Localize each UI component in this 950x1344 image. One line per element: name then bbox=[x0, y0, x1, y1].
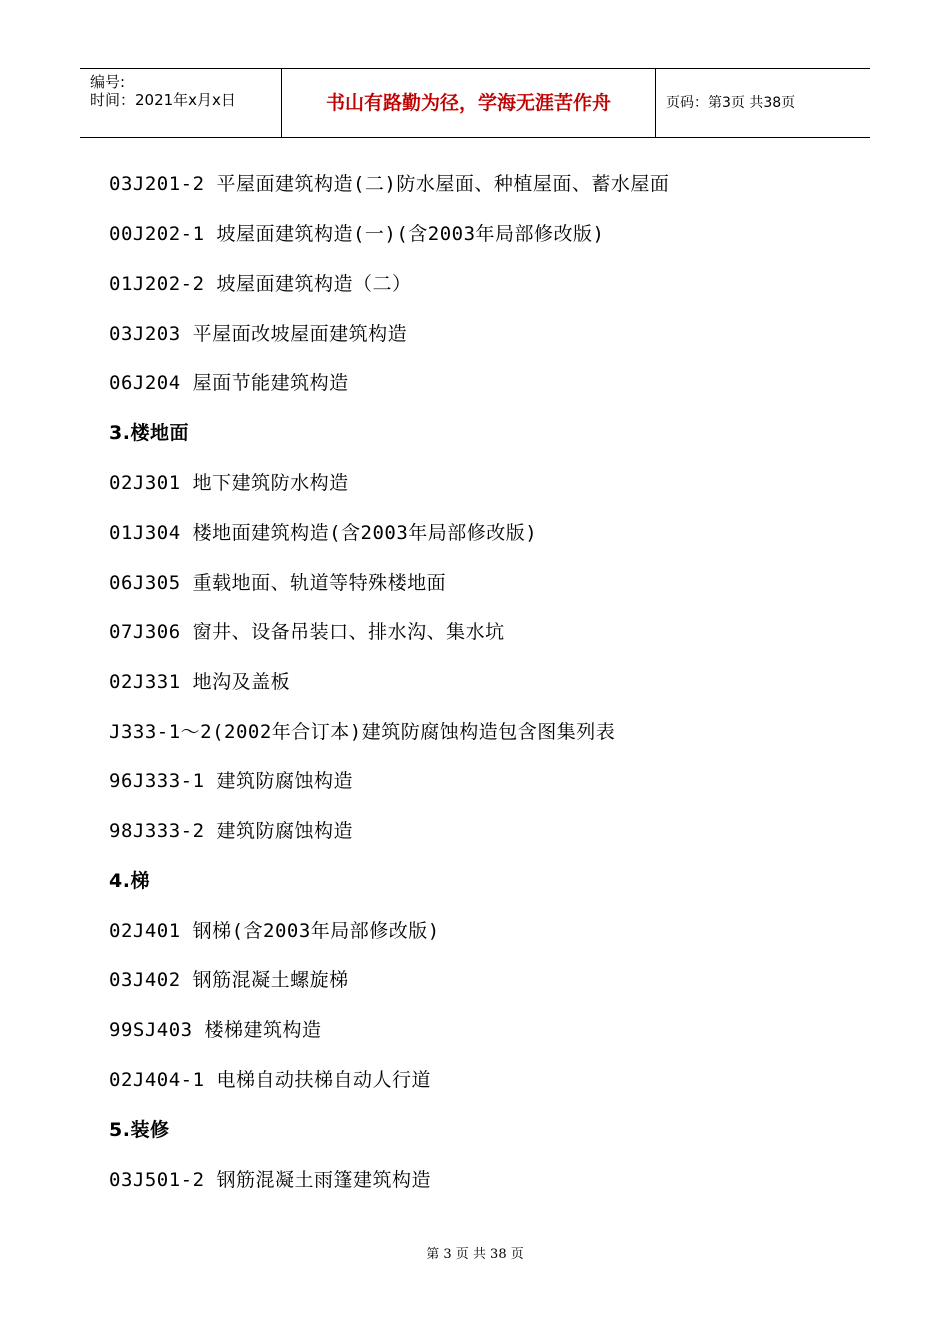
list-item: 01J202-2 坡屋面建筑构造（二） bbox=[109, 273, 412, 295]
page-header bbox=[80, 68, 870, 138]
header-page-cell bbox=[656, 69, 870, 137]
list-item: 96J333-1 建筑防腐蚀构造 bbox=[109, 770, 353, 792]
list-item: 00J202-1 坡屋面建筑构造(一)(含2003年局部修改版) bbox=[109, 223, 605, 245]
header-motto-cell bbox=[282, 69, 656, 137]
header-info-cell bbox=[80, 69, 282, 137]
list-item: 02J404-1 电梯自动扶梯自动人行道 bbox=[109, 1069, 431, 1091]
list-item: 99SJ403 楼梯建筑构造 bbox=[109, 1019, 322, 1041]
list-item: 01J304 楼地面建筑构造(含2003年局部修改版) bbox=[109, 522, 538, 544]
list-item: 03J201-2 平屋面建筑构造(二)防水屋面、种植屋面、蓄水屋面 bbox=[109, 173, 670, 195]
list-item: 02J301 地下建筑防水构造 bbox=[109, 472, 349, 494]
motto: 书山有路勤为径，学海无涯苦作舟 bbox=[325, 92, 611, 114]
page-code: 页码：第3页 共38页 bbox=[666, 95, 796, 111]
number-label: 编号: bbox=[90, 73, 126, 91]
date-label: 时间：2021年x月x日 bbox=[90, 91, 236, 109]
list-item: 06J204 屋面节能建筑构造 bbox=[109, 372, 349, 394]
list-item: 06J305 重载地面、轨道等特殊楼地面 bbox=[109, 572, 447, 594]
section-heading: 3.楼地面 bbox=[109, 422, 189, 444]
list-item: 02J401 钢梯(含2003年局部修改版) bbox=[109, 920, 440, 942]
list-item: J333-1～2(2002年合订本)建筑防腐蚀构造包含图集列表 bbox=[109, 721, 616, 743]
section-heading: 4.梯 bbox=[109, 870, 150, 892]
list-item: 02J331 地沟及盖板 bbox=[109, 671, 291, 693]
list-item: 98J333-2 建筑防腐蚀构造 bbox=[109, 820, 353, 842]
section-heading: 5.装修 bbox=[109, 1119, 170, 1141]
list-item: 03J501-2 钢筋混凝土雨篷建筑构造 bbox=[109, 1169, 431, 1191]
list-item: 03J402 钢筋混凝土螺旋梯 bbox=[109, 969, 349, 991]
page-footer: 第 3 页 共 38 页 bbox=[426, 1247, 524, 1262]
list-item: 07J306 窗井、设备吊装口、排水沟、集水坑 bbox=[109, 621, 505, 643]
list-item: 03J203 平屋面改坡屋面建筑构造 bbox=[109, 323, 408, 345]
